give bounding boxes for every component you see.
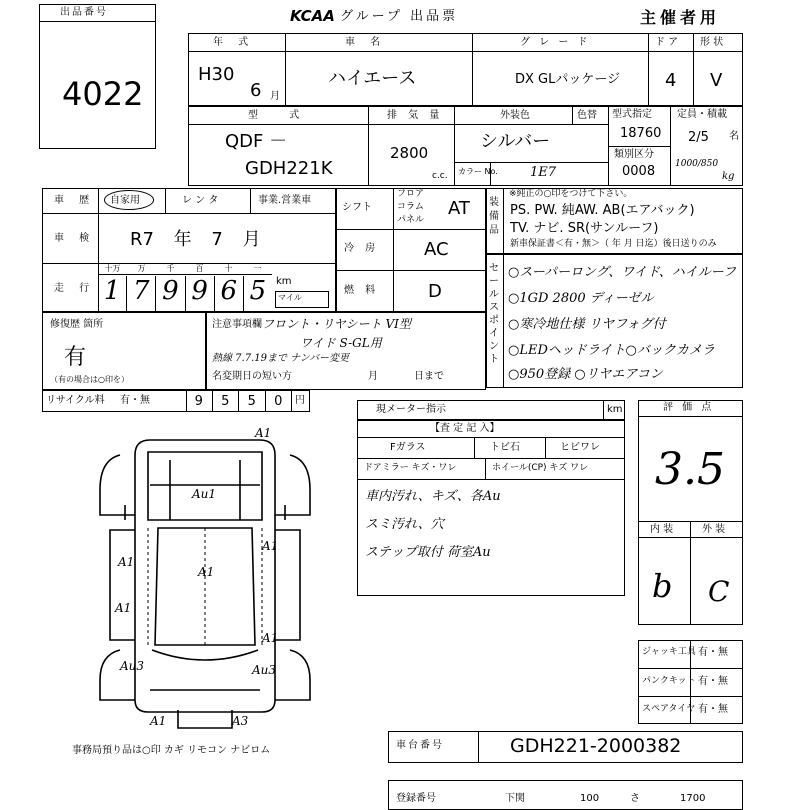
meter-unit: km [607, 404, 623, 415]
score-label: 評 価 点 [663, 402, 715, 413]
notes-line3: 熱線 7.7.19まで ナンバー変更 [212, 353, 349, 364]
tool-label-spare: スペアタイヤ [642, 704, 696, 714]
registration-label: 登録番号 [396, 793, 436, 804]
notes-line1: フロント・リヤシート VI型 [262, 317, 411, 331]
recycle-digit: 5 [213, 390, 240, 412]
ac-label: 冷 房 [344, 243, 380, 254]
interior-label: 内 装 [650, 524, 674, 535]
inspection-value: R7 年 7 月 [130, 229, 261, 250]
capacity-label: 定員・積載 [677, 109, 727, 120]
exterior-value: C [708, 575, 730, 608]
inspection-label: 車 検 [54, 233, 96, 244]
model-value: GDH221K [245, 158, 333, 179]
inspection-remark: 車内汚れ、キズ、各Au [365, 489, 501, 504]
damage-mark: A1 [198, 565, 215, 579]
interior-value: b [652, 567, 673, 605]
history-option-business: 事業.営業車 [258, 195, 312, 206]
lot-label: 出品番号 [60, 7, 108, 18]
shift-option-floor: フロア [397, 189, 425, 199]
load-unit: kg [722, 171, 735, 182]
form-title: グループ 出品票 [340, 9, 459, 24]
registration-region: 下関 [505, 793, 525, 804]
inspection-remark: ステップ取付 荷室Au [365, 545, 491, 560]
shape-label: 形 状 [700, 37, 724, 48]
capacity-value: 2/5 [688, 130, 709, 145]
meter-label: 現メーター指示 [376, 404, 446, 415]
repair-label: 修復歴 箇所 [50, 319, 104, 330]
inspection-remark: スミ汚れ、穴 [365, 517, 444, 532]
repair-note: （有の場合は○印を） [50, 375, 129, 384]
car-name-label: 車 名 [345, 37, 387, 48]
notes-label: 注意事項欄 [212, 319, 262, 330]
mileage-digit: 7 [127, 276, 156, 312]
doors-label: ド ア [655, 37, 679, 48]
recycle-digit: 0 [266, 390, 293, 412]
sales-line: ○1GD 2800 ディーゼル [508, 291, 654, 306]
displacement-value: 2800 [390, 144, 429, 162]
month-unit: 月 [270, 91, 280, 102]
registration-kana: さ [630, 793, 640, 804]
recycle-label: リサイクル料 [46, 395, 105, 406]
sales-line: ○950登録 ○リヤエアコン [508, 367, 663, 382]
tool-label-jack: ジャッキ工具 [642, 647, 696, 657]
chassis-label: 車台番号 [396, 740, 444, 751]
score-value: 3.5 [655, 444, 725, 495]
damage-mark: A1 [118, 555, 135, 569]
mileage-unit-1: 一 [253, 264, 262, 273]
history-option-rental: レ ン タ [182, 195, 219, 206]
mile-unit: マイル [278, 293, 302, 302]
recycle-digit: 5 [239, 390, 266, 412]
model-label: 型 式 [248, 110, 314, 121]
tool-value-jack: 有・無 [698, 647, 728, 658]
grade-value: DX GLパッケージ [515, 72, 621, 87]
load-value: 1000/850 [675, 159, 719, 169]
fuel-value: D [428, 281, 442, 302]
lot-number: 4022 [62, 75, 144, 113]
class-code-label: 類別区分 [614, 149, 654, 160]
tool-value-puncture-kit: 有・無 [698, 676, 728, 687]
color-no-value: 1E7 [530, 165, 557, 180]
history-label: 車 歴 [54, 195, 96, 206]
chassis-value: GDH221-2000382 [510, 735, 682, 757]
shift-label: シフト [342, 202, 372, 213]
damage-mark: A1 [115, 601, 132, 615]
recycle-digit: 9 [186, 390, 213, 412]
grade-label: グ レ ー ド [520, 37, 591, 48]
mileage-unit-100k: 十万 [104, 264, 121, 273]
tool-label-puncture-kit: パンクキット [642, 676, 696, 686]
type-designation-label: 型式指定 [612, 109, 652, 120]
crack-label: ヒビワレ [560, 442, 600, 453]
mileage-unit-100: 百 [195, 264, 204, 273]
mileage-digit: 1 [98, 276, 127, 312]
kcaa-logo: KCAA [290, 7, 335, 25]
month-value: 6 [250, 80, 262, 101]
registration-class: 100 [580, 793, 600, 804]
color-no-label: カラー No. [458, 167, 498, 176]
damage-mark: Au3 [120, 659, 145, 673]
rename-label: 名変期日の短い方 [212, 371, 292, 382]
host-label: 主催者用 [640, 8, 721, 27]
inspection-header: 【査 定 記 入】 [430, 423, 500, 434]
registration-number: 1700 [680, 793, 706, 804]
shift-option-panel: パネル [397, 215, 425, 225]
class-code-value: 0008 [622, 164, 656, 179]
damage-mark: A1 [262, 631, 279, 645]
sales-line: ○LEDヘッドライト○バックカメラ [508, 343, 715, 358]
shift-option-column: コラム [397, 202, 424, 212]
sales-line: ○スーパーロング、ワイド、ハイルーフ [508, 265, 737, 280]
color-change-label: 色替 [577, 110, 597, 121]
diagram-footer: 事務局預り品は○印 カギ リモコン ナビロム [72, 745, 271, 756]
mileage-unit-10: 十 [224, 264, 233, 273]
sales-point-label: セールスポイント [489, 263, 499, 365]
damage-mark: Au1 [192, 487, 217, 501]
mileage-digit: 9 [186, 276, 215, 312]
wheel-label: ホイール(CP) キズ ワレ [492, 463, 589, 473]
equipment-line1: PS. PW. 純AW. AB(エアバック) [510, 203, 695, 218]
mileage-digit: 5 [249, 276, 267, 306]
mileage-unit-1k: 千 [166, 264, 175, 273]
equipment-line3: 新車保証書＜有・無＞（ 年 月 日迄）後日送りのみ [510, 239, 717, 249]
mirror-label: ドアミラー キズ・ワレ [364, 463, 457, 473]
rename-day: 日まで [414, 371, 444, 382]
equipment-line2: TV. ナビ. SR(サンルーフ) [510, 221, 659, 236]
mileage-digit: 9 [156, 276, 185, 312]
chip-label: トビ石 [490, 442, 520, 453]
glass-label: Fガラス [390, 442, 426, 453]
year-label: 年 式 [213, 37, 255, 48]
recycle-options: 有・無 [120, 395, 150, 406]
mileage-label: 走 行 [54, 283, 96, 294]
doors-value: 4 [665, 70, 677, 91]
displacement-label: 排 気 量 [387, 110, 444, 121]
ac-value: AC [424, 239, 449, 260]
capacity-unit: 名 [729, 131, 739, 142]
color-value: シルバー [480, 131, 551, 152]
damage-mark: A1 [150, 714, 167, 728]
mileage-unit-10k: 万 [137, 264, 146, 273]
car-name-value: ハイエース [328, 68, 417, 89]
fuel-label: 燃 料 [344, 285, 380, 296]
color-label: 外装色 [500, 110, 530, 121]
shift-value: AT [448, 198, 470, 219]
mileage-digit: 6 [215, 276, 244, 312]
damage-mark: A3 [232, 714, 249, 728]
era-value: H30 [198, 64, 235, 85]
tool-value-spare: 有・無 [698, 704, 728, 715]
type-designation-value: 18760 [620, 126, 662, 141]
notes-line2: ワイド S-GL用 [300, 336, 382, 350]
recycle-unit: 円 [295, 395, 305, 406]
model-prefix: QDF － [225, 131, 288, 152]
equipment-note: ※純正の○印をつけて下さい。 [509, 189, 633, 199]
damage-mark: Au3 [252, 663, 277, 677]
damage-mark: A1 [255, 426, 272, 440]
rename-month: 月 [368, 371, 378, 382]
equipment-label: 装備品 [489, 197, 499, 236]
damage-mark: A1 [262, 539, 279, 553]
shape-value: V [710, 70, 723, 91]
cc-unit: c.c. [432, 171, 448, 181]
exterior-label: 外 装 [702, 524, 726, 535]
sales-line: ○寒冷地仕様 リヤフォグ付 [508, 317, 666, 332]
repair-value: 有 [64, 345, 87, 370]
history-option-private: 自家用 [110, 195, 140, 206]
km-unit: km [276, 276, 292, 287]
